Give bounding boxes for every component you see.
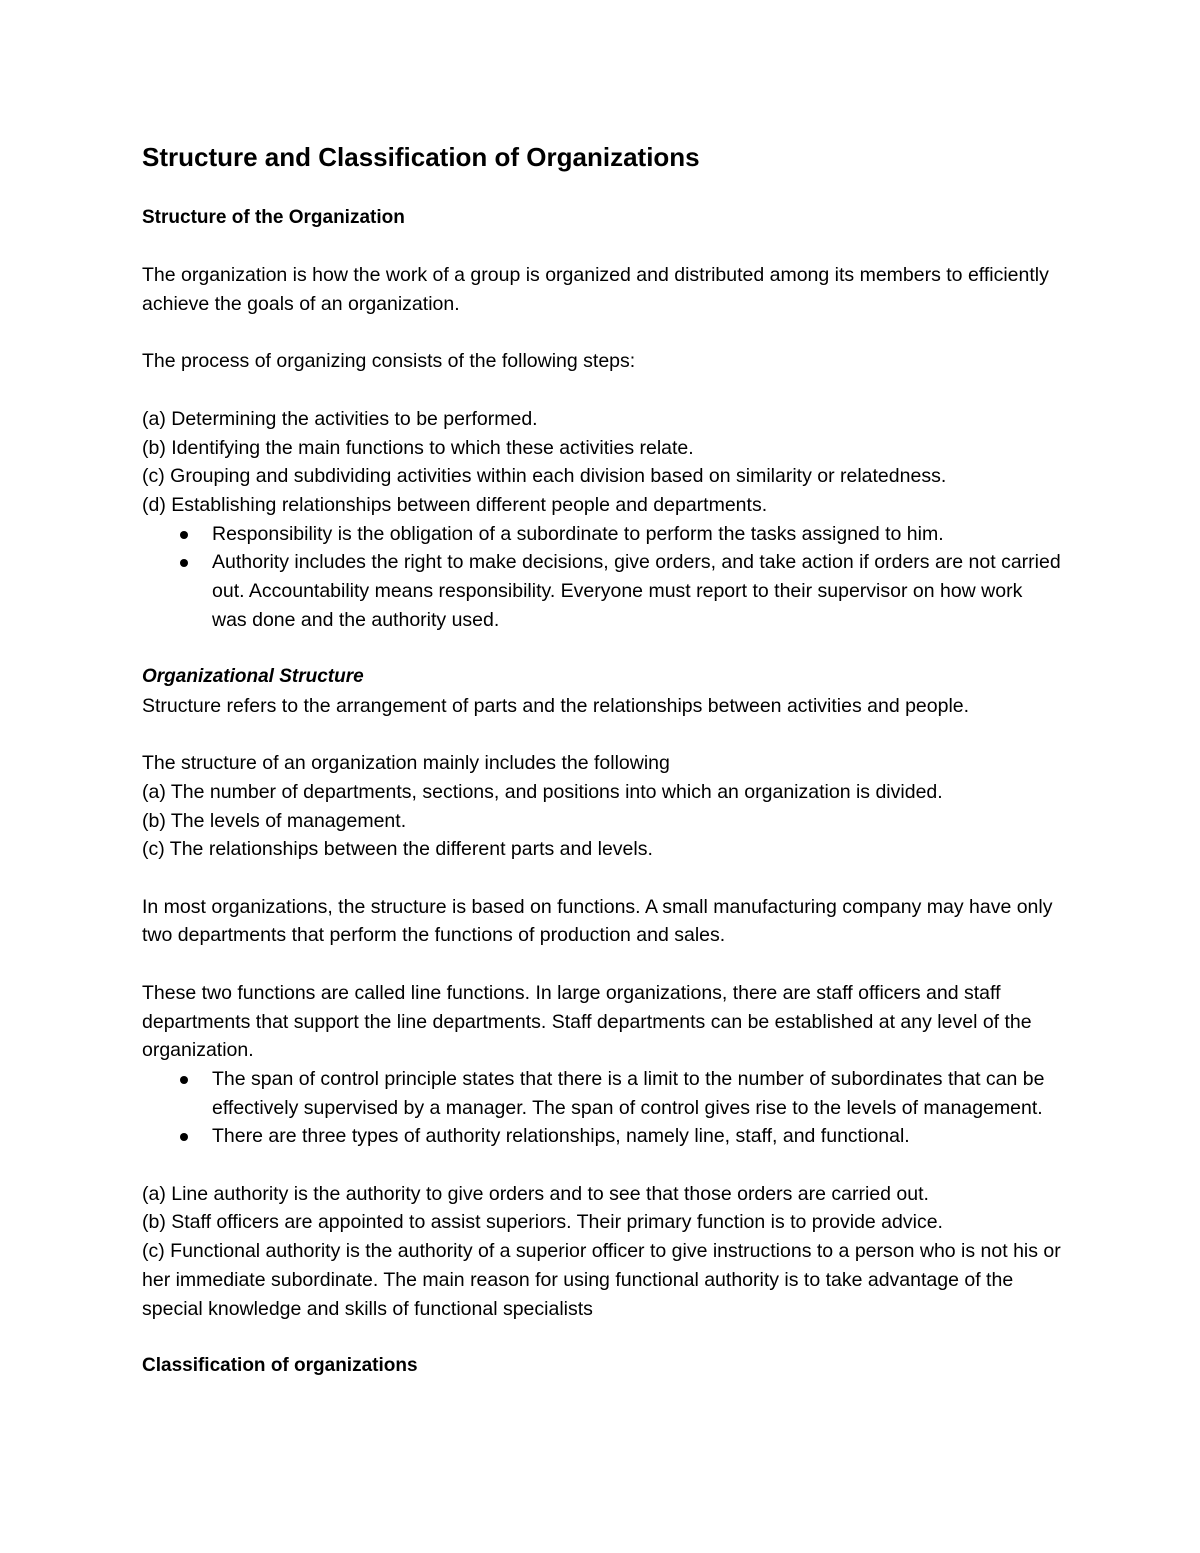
step-item: (c) Grouping and subdividing activities within each division based on similarity or relatedness. [142, 465, 947, 488]
page-title: Structure and Classification of Organizations [142, 142, 700, 172]
authority-type: (a) Line authority is the authority to give orders and to see that those orders are carried out. [142, 1182, 929, 1205]
includes-item: (c) The relationships between the different parts and levels. [142, 838, 653, 861]
section-heading-classification: Classification of organizations [142, 1354, 418, 1376]
bullet-item: There are three types of authority relationships, namely line, staff, and functional. [142, 1122, 1062, 1151]
authority-type: (b) Staff officers are appointed to assist superiors. Their primary function is to provide advice. [142, 1211, 943, 1234]
process-lead: The process of organizing consists of the following steps: [142, 350, 636, 373]
intro-paragraph: The organization is how the work of a group is organized and distributed among its members to efficiently achieve the goals of an organization. [142, 264, 1049, 316]
step-item: (d) Establishing relationships between different people and departments. [142, 493, 768, 516]
section-heading-org-structure: Organizational Structure [142, 666, 364, 688]
functions-paragraph: In most organizations, the structure is based on functions. A small manufacturing company may have only two departments that perform the functions of production and sales. [142, 895, 1053, 947]
includes-item: (a) The number of departments, sections, and positions into which an organization is divided. [142, 780, 943, 803]
step-item: (a) Determining the activities to be performed. [142, 407, 538, 430]
bullet-item: Authority includes the right to make decisions, give orders, and take action if orders are not carried out. Accountability means responsibility. Everyone must report to their supervisor on how work was done and the authority used. [142, 548, 1062, 634]
step-item: (b) Identifying the main functions to which these activities relate. [142, 436, 694, 459]
bullet-item: The span of control principle states that there is a limit to the number of subordinates that can be effectively supervised by a manager. The span of control gives rise to the levels of management. [142, 1065, 1062, 1122]
includes-lead: The structure of an organization mainly includes the following [142, 752, 670, 775]
bullet-icon [180, 559, 188, 567]
bullet-icon [180, 531, 188, 539]
structure-definition: Structure refers to the arrangement of parts and the relationships between activities and people. [142, 694, 970, 717]
section-heading-structure: Structure of the Organization [142, 207, 405, 228]
line-functions-paragraph: These two functions are called line functions. In large organizations, there are staff officers and staff departments that support the line departments. Staff departments can be established at any level of the organization. [142, 981, 1032, 1062]
bullet-icon [180, 1076, 188, 1084]
authority-type: (c) Functional authority is the authority of a superior officer to give instructions to a person who is not his or her immediate subordinate. The main reason for using functional authority is to take advantage of the special knowledge and skills of functional specialists [142, 1240, 1061, 1320]
document-page [142, 140, 1062, 1381]
bullet-item: Responsibility is the obligation of a subordinate to perform the tasks assigned to him. [142, 520, 1062, 549]
includes-item: (b) The levels of management. [142, 809, 407, 832]
bullet-list [142, 520, 1062, 635]
bullet-list [142, 1065, 1062, 1151]
bullet-icon [180, 1133, 188, 1141]
